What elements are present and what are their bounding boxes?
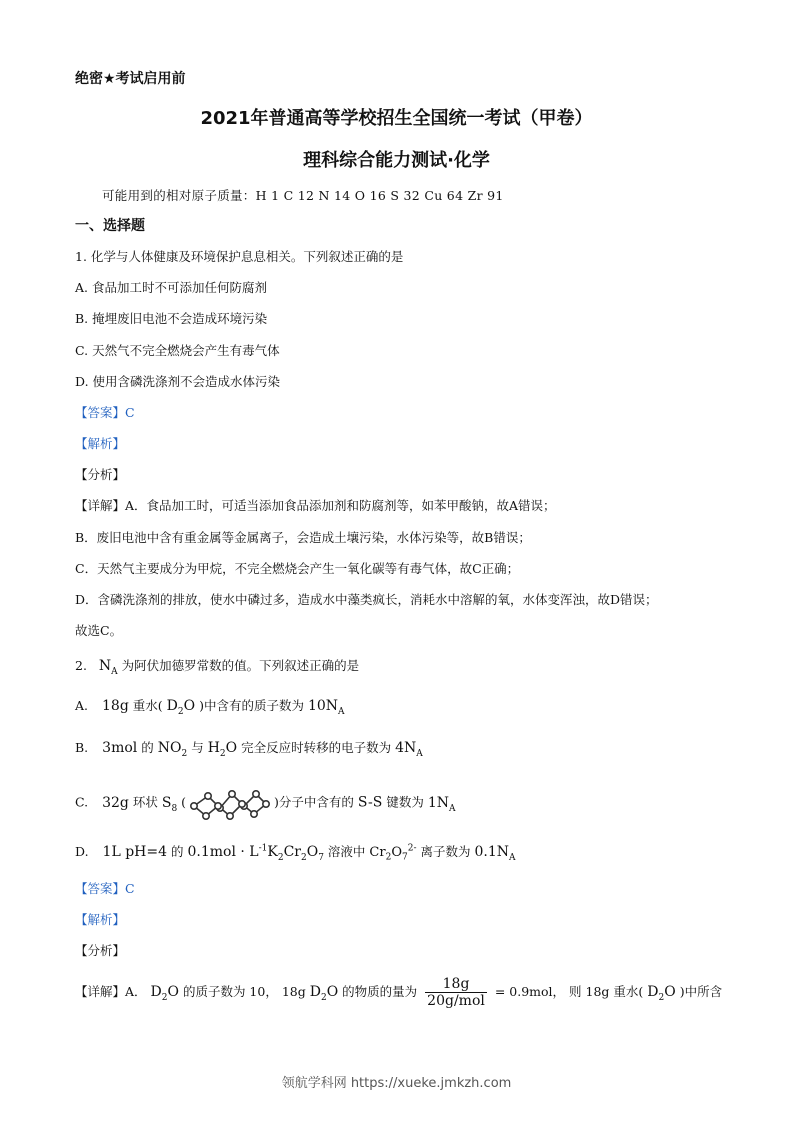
q2-detail-result: = 0.9mol， 则 bbox=[494, 984, 582, 999]
q2-option-d-value: $0.1N_A$ bbox=[474, 844, 516, 863]
q2-option-d-conc: $0.1mol \cdot L^{-1}K_2Cr_2O_7$ bbox=[187, 843, 324, 863]
q2-stem-text: 为阿伏加德罗常数的值。下列叙述正确的是 bbox=[121, 658, 360, 673]
q1-fenxi-label: 【分析】 bbox=[75, 467, 126, 482]
q2-detail-text1: 的质子数为 10， bbox=[182, 984, 278, 999]
formula-d2o: $D_2O$ bbox=[166, 698, 196, 717]
q2-option-a-value-num: 10N bbox=[307, 698, 339, 714]
q2-option-c-value: $1N_A$ bbox=[427, 794, 456, 814]
fraction-numerator: 18g bbox=[425, 976, 487, 993]
q2-option-b-text2: 与 bbox=[191, 740, 204, 755]
q2-option-a-text1: 重水( bbox=[132, 698, 163, 713]
formula-h2o: $H_2O$ bbox=[207, 740, 238, 759]
q2-detail-prefix: 【详解】A． bbox=[75, 984, 147, 999]
q1-detail-a: 【详解】A．食品加工时，可适当添加食品添加剂和防腐剂等，如苯甲酸钠，故A错误； bbox=[75, 498, 556, 513]
footer-watermark: 领航学科网 https://xueke.jmkzh.com bbox=[281, 1076, 512, 1091]
q2-option-d-label: D. bbox=[75, 844, 89, 859]
molar-fraction bbox=[425, 976, 487, 1009]
exam-title: 2021年普通高等学校招生全国统一考试（甲卷） bbox=[200, 108, 593, 129]
exam-subtitle: 理科综合能力测试·化学 bbox=[303, 150, 490, 171]
secret-label: 绝密★考试启用前 bbox=[75, 71, 186, 87]
q2-detail-text3: 重水( bbox=[613, 984, 644, 999]
q2-number: 2. bbox=[75, 658, 87, 673]
q2-option-b-amount: 3mol bbox=[102, 740, 138, 756]
formula-dichromate: $Cr_2O_7^{2-}$ bbox=[369, 843, 417, 863]
q2-option-d-conc-text: 0.1mol · L bbox=[187, 844, 259, 860]
q1-option-a: A. 食品加工时不可添加任何防腐剂 bbox=[75, 280, 267, 295]
q2-option-d-value-num: 0.1N bbox=[474, 844, 510, 860]
q2-option-a-label: A. bbox=[75, 698, 89, 713]
avogadro-symbol: $N_A$ bbox=[98, 658, 118, 677]
q1-answer: 【答案】C bbox=[75, 405, 135, 420]
q1-option-b: B. 掩埋废旧电池不会造成环境污染 bbox=[75, 311, 268, 326]
formula-d2o-detail-3: $D_2O$ bbox=[647, 984, 676, 1003]
formula-no2: $NO_2$ bbox=[157, 740, 188, 759]
q2-option-c-paren: ( bbox=[181, 794, 187, 810]
q2-detail-text2: 的物质的量为 bbox=[342, 984, 418, 999]
formula-d2o-detail: $D_2O$ bbox=[150, 984, 179, 1003]
q2-detail-mass: 18g bbox=[281, 984, 306, 999]
q2-detail-line bbox=[75, 976, 722, 1009]
q2-option-c-label: C. bbox=[75, 794, 89, 810]
q2-analysis-label: 【解析】 bbox=[75, 912, 126, 927]
section-title: 一、选择题 bbox=[75, 218, 145, 234]
q1-detail-d: D．含磷洗涤剂的排放，使水中磷过多，造成水中藻类疯长，消耗水中溶解的氧，水体变浑浊，故D错误； bbox=[75, 592, 658, 607]
formula-d2o-detail-2: $D_2O$ bbox=[309, 984, 339, 1003]
q2-option-c-bond: S-S bbox=[357, 794, 383, 811]
q2-option-c-mass: 32g bbox=[102, 794, 129, 811]
q1-detail-c: C．天然气主要成分为甲烷，不完全燃烧会产生一氧化碳等有毒气体，故C正确； bbox=[75, 561, 520, 576]
q2-option-d-text3: 离子数为 bbox=[420, 844, 471, 859]
fraction-denominator: 20g/mol bbox=[427, 993, 485, 1009]
q2-option-b bbox=[75, 738, 423, 759]
q2-option-d-text2: 溶液中 bbox=[327, 844, 366, 859]
q2-option-c-text2: )分子中含有的 bbox=[274, 794, 354, 810]
q1-detail-conclusion: 故选C。 bbox=[75, 623, 123, 638]
q2-option-d-text1: 的 bbox=[171, 844, 184, 859]
q2-option-a-mass: 18g bbox=[102, 698, 129, 714]
q2-stem bbox=[75, 656, 359, 677]
atomic-masses: 可能用到的相对原子质量：H 1 C 12 N 14 O 16 S 32 Cu 64 Zr 91 bbox=[102, 188, 504, 203]
q2-answer: 【答案】C bbox=[75, 881, 135, 896]
q2-option-b-label: B. bbox=[75, 740, 89, 755]
q2-option-b-value: $4N_A$ bbox=[395, 740, 423, 759]
q2-option-a-value: $10N_A$ bbox=[307, 698, 345, 717]
q2-option-b-text1: 的 bbox=[141, 740, 154, 755]
q2-option-a-text2: )中含有的质子数为 bbox=[199, 698, 304, 713]
q1-option-c: C. 天然气不完全燃烧会产生有毒气体 bbox=[75, 343, 280, 358]
q2-option-c bbox=[75, 786, 455, 820]
q2-option-b-text3: 完全反应时转移的电子数为 bbox=[241, 740, 392, 755]
formula-s8: $S_8$ bbox=[161, 794, 178, 814]
q2-option-d-volume-ph: 1L pH=4 bbox=[102, 844, 168, 860]
s8-ring-structure-icon bbox=[190, 786, 270, 820]
q2-option-a bbox=[75, 696, 345, 717]
q2-detail-mass-2: 18g bbox=[585, 984, 610, 999]
q1-option-d: D. 使用含磷洗涤剂不会造成水体污染 bbox=[75, 374, 281, 389]
q2-option-b-value-num: 4N bbox=[395, 740, 417, 756]
q2-option-d bbox=[75, 842, 516, 863]
q1-detail-b: B．废旧电池中含有重金属等金属离子，会造成土壤污染，水体污染等，故B错误； bbox=[75, 530, 531, 545]
q2-option-c-text3: 键数为 bbox=[386, 794, 424, 810]
q2-detail-text4: )中所含 bbox=[679, 984, 723, 999]
q2-fenxi-label: 【分析】 bbox=[75, 943, 126, 958]
q2-option-c-value-num: 1N bbox=[427, 794, 449, 811]
q2-option-c-text1: 环状 bbox=[132, 794, 158, 810]
q1-analysis-label: 【解析】 bbox=[75, 436, 126, 451]
q1-stem: 1. 化学与人体健康及环境保护息息相关。下列叙述正确的是 bbox=[75, 249, 404, 264]
